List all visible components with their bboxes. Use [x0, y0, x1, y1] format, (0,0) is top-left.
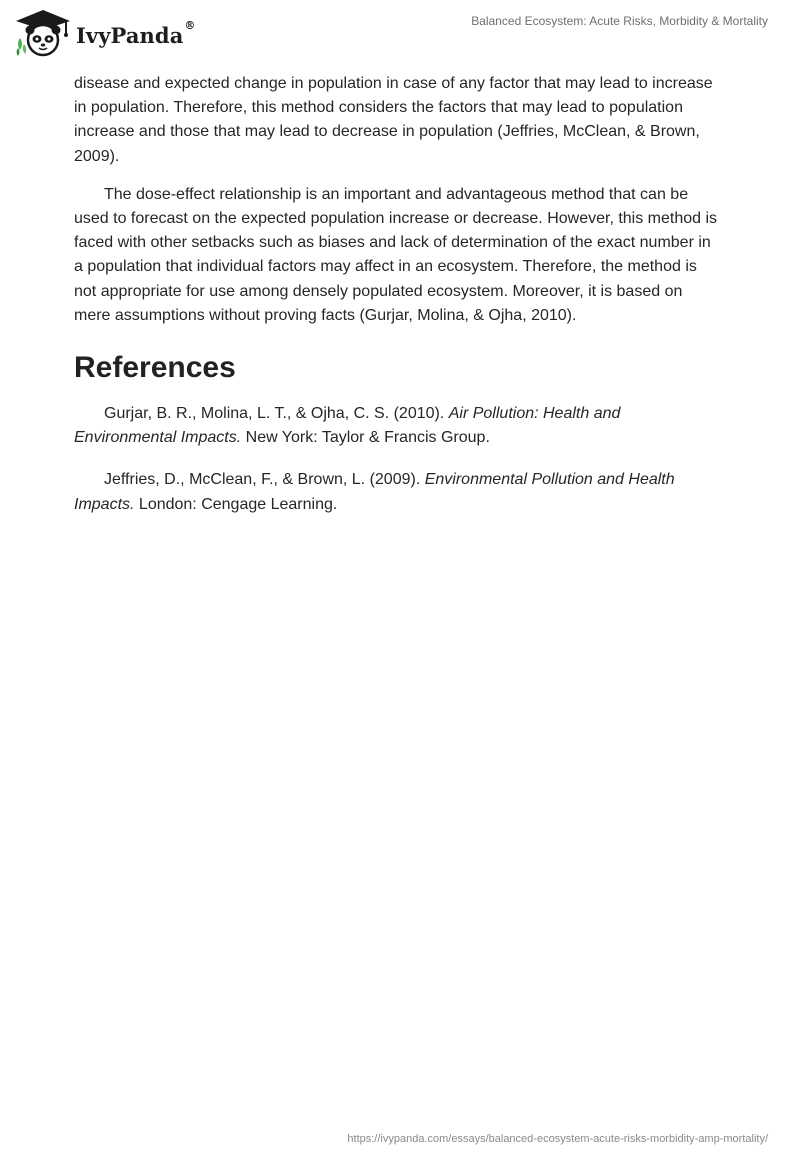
- brand-name-text: IvyPanda: [76, 22, 184, 48]
- essay-content: [74, 72, 720, 535]
- reference-title: Environmental Pollution and Health Impacts.: [74, 471, 675, 513]
- document-title: Balanced Ecosystem: Acute Risks, Morbidity & Mortality: [471, 14, 768, 28]
- references-heading: References: [74, 351, 236, 385]
- brand-name: [76, 18, 196, 48]
- registered-mark: ®: [184, 18, 196, 32]
- reference-authors: Gurjar, B. R., Molina, L. T., & Ojha, C. S. (2010).: [104, 405, 449, 423]
- reference-title: Air Pollution: Health and Environmental Impacts.: [74, 405, 621, 447]
- page-header: [0, 0, 800, 70]
- panda-graduate-logo-icon: [14, 8, 72, 58]
- body-paragraph-1: disease and expected change in population in case of any factor that may lead to increase in population. Therefore, this method considers the factors that may lead to population increase and those that may lead to decrease in population (Jeffries, McClean, & Brown, 2009).: [74, 75, 713, 165]
- reference-publisher: New York: Taylor & Francis Group.: [241, 429, 490, 447]
- body-paragraph-2: The dose-effect relationship is an important and advantageous method that can be used to forecast on the expected population increase or decrease. However, this method is faced with other setbacks such as biases and lack of determination of the exact number in a population that individual factors may affect in an ecosystem. Therefore, the method is not appropriate for use among densely populated ecosystem. Moreover, it is based on mere assumptions without proving facts (Gurjar, Molina, & Ojha, 2010).: [74, 185, 718, 324]
- reference-authors: Jeffries, D., McClean, F., & Brown, L. (2009).: [104, 471, 425, 489]
- reference-publisher: London: Cengage Learning.: [134, 495, 338, 513]
- ivypanda-logo[interactable]: [14, 8, 196, 58]
- source-url-link[interactable]: https://ivypanda.com/essays/balanced-ecosystem-acute-risks-morbidity-amp-mortality/: [347, 1133, 768, 1145]
- reference-item: [74, 468, 720, 516]
- reference-item: [74, 402, 720, 450]
